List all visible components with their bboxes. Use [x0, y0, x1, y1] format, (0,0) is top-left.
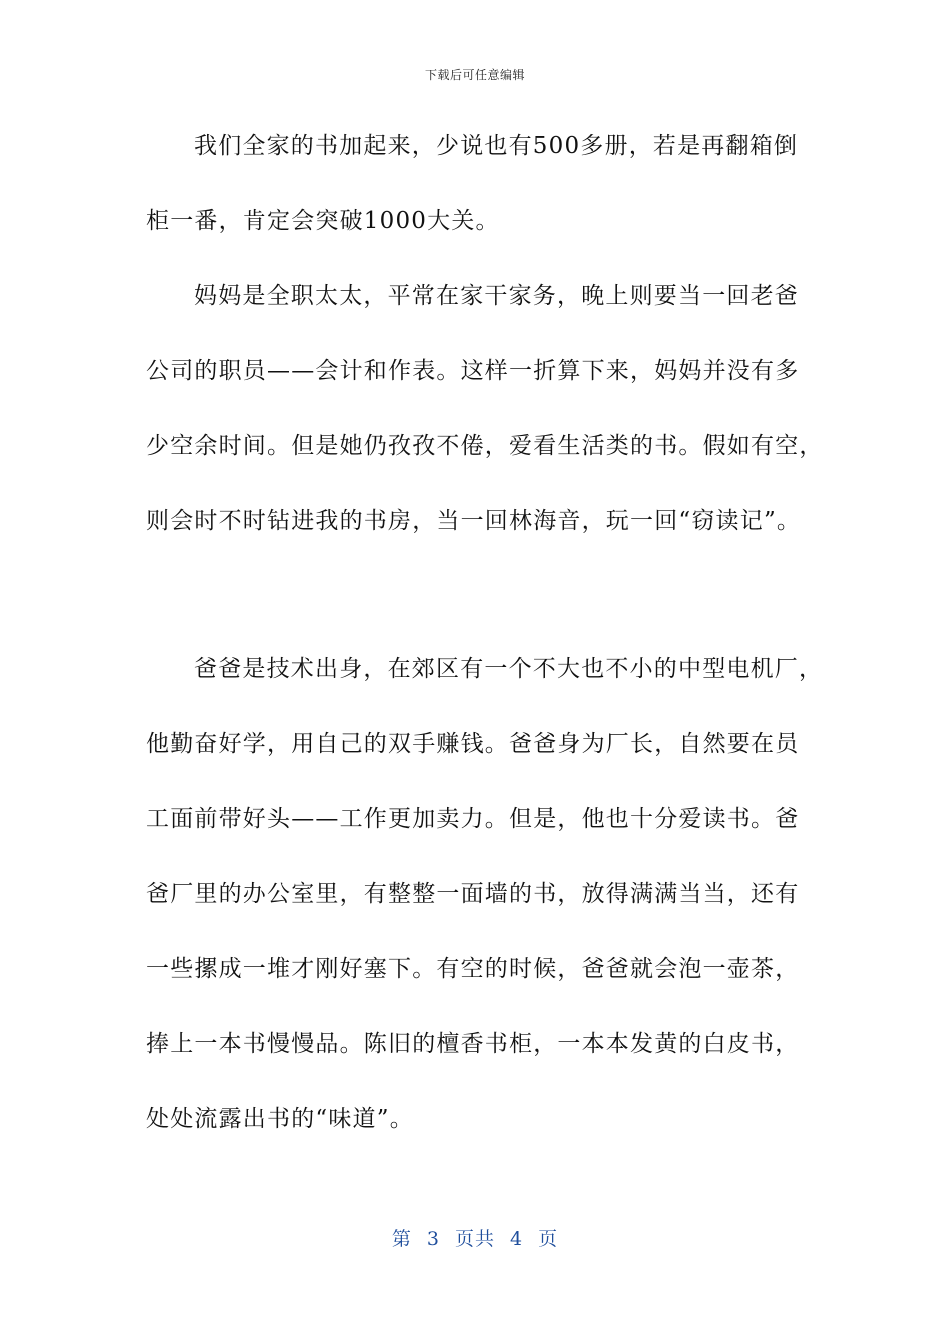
- paragraph-line: 柜一番，肯定会突破1000大关。: [146, 208, 500, 234]
- paragraph-line: 爸厂里的办公室里，有整整一面墙的书，放得满满当当，还有: [146, 881, 800, 907]
- paragraph-line: 则会时不时钻进我的书房，当一回林海音，玩一回“窃读记”。: [146, 508, 802, 534]
- paragraph-line: 少空余时间。但是她仍孜孜不倦，爱看生活类的书。假如有空，: [146, 433, 824, 459]
- page-header: 下载后可任意编辑: [424, 68, 525, 82]
- paragraph-line: 捧上一本书慢慢品。陈旧的檀香书柜，一本本发黄的白皮书，: [146, 1031, 800, 1057]
- paragraph-line: 工面前带好头——工作更加卖力。但是，他也十分爱读书。爸: [146, 806, 800, 832]
- paragraph-line: 妈妈是全职太太，平常在家干家务，晚上则要当一回老爸: [194, 283, 799, 309]
- paragraph-line: 一些摞成一堆才刚好塞下。有空的时候，爸爸就会泡一壶茶，: [146, 956, 800, 982]
- paragraph-line: 他勤奋好学，用自己的双手赚钱。爸爸身为厂长，自然要在员: [146, 731, 800, 757]
- paragraph-line: 我们全家的书加起来，少说也有500多册，若是再翻箱倒: [194, 133, 799, 159]
- paragraph-line: 处处流露出书的“味道”。: [146, 1106, 414, 1132]
- paragraph-line: 爸爸是技术出身，在郊区有一个不大也不小的中型电机厂，: [194, 656, 824, 682]
- paragraph-line: 公司的职员——会计和作表。这样一折算下来，妈妈并没有多: [146, 358, 800, 384]
- page-number-footer: 第 3 页共 4 页: [391, 1228, 559, 1250]
